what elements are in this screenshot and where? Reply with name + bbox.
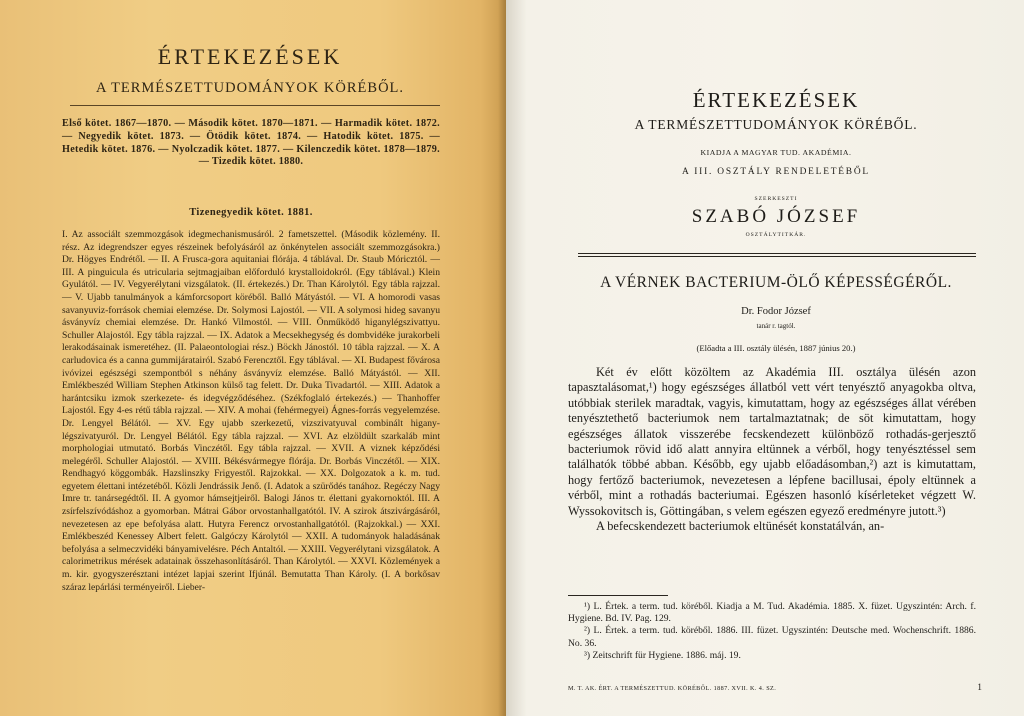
editor-name: SZABÓ JÓZSEF [691, 206, 861, 227]
editor-label: SZERKESZTI [754, 196, 798, 202]
section-line: A III. OSZTÁLY RENDELETÉBŐL [682, 167, 870, 177]
series-title: ÉRTEKEZÉSEK [157, 44, 343, 69]
volume-contents: I. Az associált szemmozgások idegmechanismusáról. 2 fametszettel. (Második közlemény. II. rész. Az idegrendszer egyes részeinek befolyásáról az önkénytelen associált szemmozgásokra.) Dr. Högyes Endrétől. — II. A Frusca-gora aquitaniai flórája. 4 táblával. Dr. Staub Móricztól. — III. A pinguicula és utricularia sejtmagjaiban előforduló krystalloidokról. (Egy táblával.) Klein Gyulától. — IV. Vegyerélytani vizsgálatok. (II. értekezés.) Dr. Than Károlytól. Egy tábla rajzzal. — V. Ujabb tanulmányok a kámforcsoport köréből. Balló Mátyástól. — VI. A homorodi vasas savanyuviz-források chemiai elemzése. Dr. Solymosi Lajostól. — VII. A solymosi hideg savanyu ásványvíz chemiai elemzése. Dr. Hankó Vilmostól. — VIII. Önműködő higanylégszivattyu. Schuller Alajostól. Egy tábla rajzzal. — IX. Adatok a Mecsekhegység és dombvidéke jurakorbeli lerakodásainak ismeretéhez. (II. Palaeontologiai rész.) Böckh Jánostól. 10 tábla rajzzal. — X. A carludovica és a canna gummijáratairól. Szabó Ferencztől. Egy táblával. — XI. Budapest fővárosa ivóvizei egészségi szempontból s néhány ásványvíz elemzése. Balló Mátyástól. — XII. Emlékbeszéd William Stephen Atkinson külső tag felett. Dr. Duka Tivadartól. — XIII. Adatok a harántcsiku izmok szerkezete- és idegvégződéséhez. (Székfoglaló értekezés.) — Thanhoffer Lajostól. Egy 4-es rétű tábla rajzzal. — XIV. A mohai (fehérmegyei) Ágnes-forrás vegyelemzése. Dr. Lengyel Bélától. — XV. Egy ujabb szerkezetű, vizszivatyuval combinált higany-légszivatyuról. Dr. Lengyel Bélától. Egy tábla rajzzal. — XVI. Az elzöldült szarkaláb mint morphologiai utmutató. Borbás Vinczétől. Egy tábla rajzzal. — XVII. A viznek képződési melegéről. Schuller Alajostól. — XVIII. Békésvármegye flórája. Dr. Borbás Vinczétől. — XIX. Rendhagyó köggombák. Hazslinszky Frigyestől. Rajzokkal. — XX. Dolgozatok a k. m. tud. egyetem élettani intézetéből. Közli Jendrássik Jenő. (I. Adatok a szürődés tanához. Regéczy Nagy Imre tr. tanársegédtől. II. A gyomor hámsejtjeiről. Balogi János tr. élettani gyakornoktól. III. A zsírfelszívódáshoz a gyomorban. Mátrai Gábor orvostanhallgatótól. IV. A szirok átszivárgásáról, nevezetesen az epe befolyása alatt. Hutyra Ferencz orvostanhallgatótól. (Rajzokkal.) — XXI. Emlékbeszéd Kenessey Albert felett. Galgóczy Károlytól — XXII. A tudományok haladásának befolyása a selmeczvidéki bányamivelésre. Péch Antaltól. — XXIII. Vegyerélytani vizsgálatok. A calorimetrikus mérések adatainak összehasonlításáról. Than Károlytól. — XXVI. Közlemények a m. kir. gyogyszerésztani intézet lapjai szerint Ifjúnál. Bemutatta Than Károly. (I. A borkősav száraz lepárlási terményeiről. Lieber- [62, 229, 440, 593]
left-page-cover [0, 0, 506, 716]
article-title: A VÉRNEK BACTERIUM-ÖLŐ KÉPESSÉGÉRŐL. [600, 274, 952, 291]
publisher-line: KIADJA A MAGYAR TUD. AKADÉMIA. [700, 148, 852, 157]
article-author: Dr. Fodor József [741, 306, 811, 317]
footnote: ³) Zeitschrift für Hygiene. 1886. máj. 19. [584, 649, 741, 661]
right-page-article [506, 0, 1024, 716]
author-role: tanár r. tagtól. [756, 322, 796, 330]
body-paragraph: A befecskendezett bacteriumok eltünését konstatálván, an- [596, 519, 885, 534]
series-subtitle: A TERMÉSZETTUDOMÁNYOK KÖRÉBŐL. [95, 80, 405, 96]
journal-subtitle: A TERMÉSZETTUDOMÁNYOK KÖRÉBŐL. [634, 117, 918, 132]
reading-note: (Előadta a III. osztály ülésén, 1887 június 20.) [696, 343, 856, 353]
footnote: ¹) L. Értek. a term. tud. köréből. Kiadja a M. Tud. Akadémia. 1885. X. füzet. Ugyszintén: Arch. f. Hygiene. Bd. IV. Pag. 129. [568, 601, 976, 625]
journal-title: ÉRTEKEZÉSEK [692, 88, 860, 112]
divider-rule-top [578, 253, 976, 254]
page-number: 1 [977, 683, 982, 693]
page-footer: M. T. AK. ÉRT. A TERMÉSZETTUD. KÖRÉBŐL. 1887. XVII. K. 4. SZ. [568, 685, 777, 692]
volume-heading: Tizenegyedik kötet. 1881. [189, 207, 313, 218]
divider-rule-bottom [578, 256, 976, 257]
divider-rule [70, 105, 440, 106]
footnotes [568, 601, 976, 662]
footnote-rule [568, 595, 668, 596]
footnote: ²) L. Értek. a term. tud. köréből. 1886. III. füzet. Ugyszintén: Deutsche med. Wochenschrift. 1886. No. 36. [568, 625, 976, 649]
body-paragraph: Két év előtt közöltem az Akadémia III. osztálya ülésén azon tapasztalásomat,¹) hogy egészséges állatból vett vért tenyésztő anyagokba oltva, utóbbiak sterilek maradtak, vagyis, kimutattam, hogy az egészséges állat vérében tenyésztethető bacteriumok nem tartalmaztatnak; de söt kimutattam, hogy egészséges állatok visszerébe fecskendezett különböző rothadás-gerjesztő bacteriumok rövid idő alatt annyira eltünnek a vérből, hogy tenyésztéssel sem találhatók többé abban. Később, egy ujabb előadásomban,²) azt is kimutattam, hogy fertőző bacteriumok, nevezetesen a lépfene bacillusai, époly eltünnek a vérből, mint a rothadás bacteriumai. Egészen hasonló kísérleteket végzett W. Wyssokovitsch is, Göttingában, s velem egészen egyező eredményre jutott.³) [568, 365, 976, 518]
volume-list: Első kötet. 1867—1870. — Második kötet. 1870—1871. — Harmadik kötet. 1872. — Negyedik kötet. 1873. — Ötödik kötet. 1874. — Hatodik kötet. 1875. — Hetedik kötet. 1876. — Nyolczadik kötet. 1877. — Kilenczedik kötet. 1878—1879. — Tizedik kötet. 1880. [62, 118, 440, 168]
editor-role: OSZTÁLYTITKÁR. [745, 232, 807, 238]
article-body [568, 365, 976, 534]
